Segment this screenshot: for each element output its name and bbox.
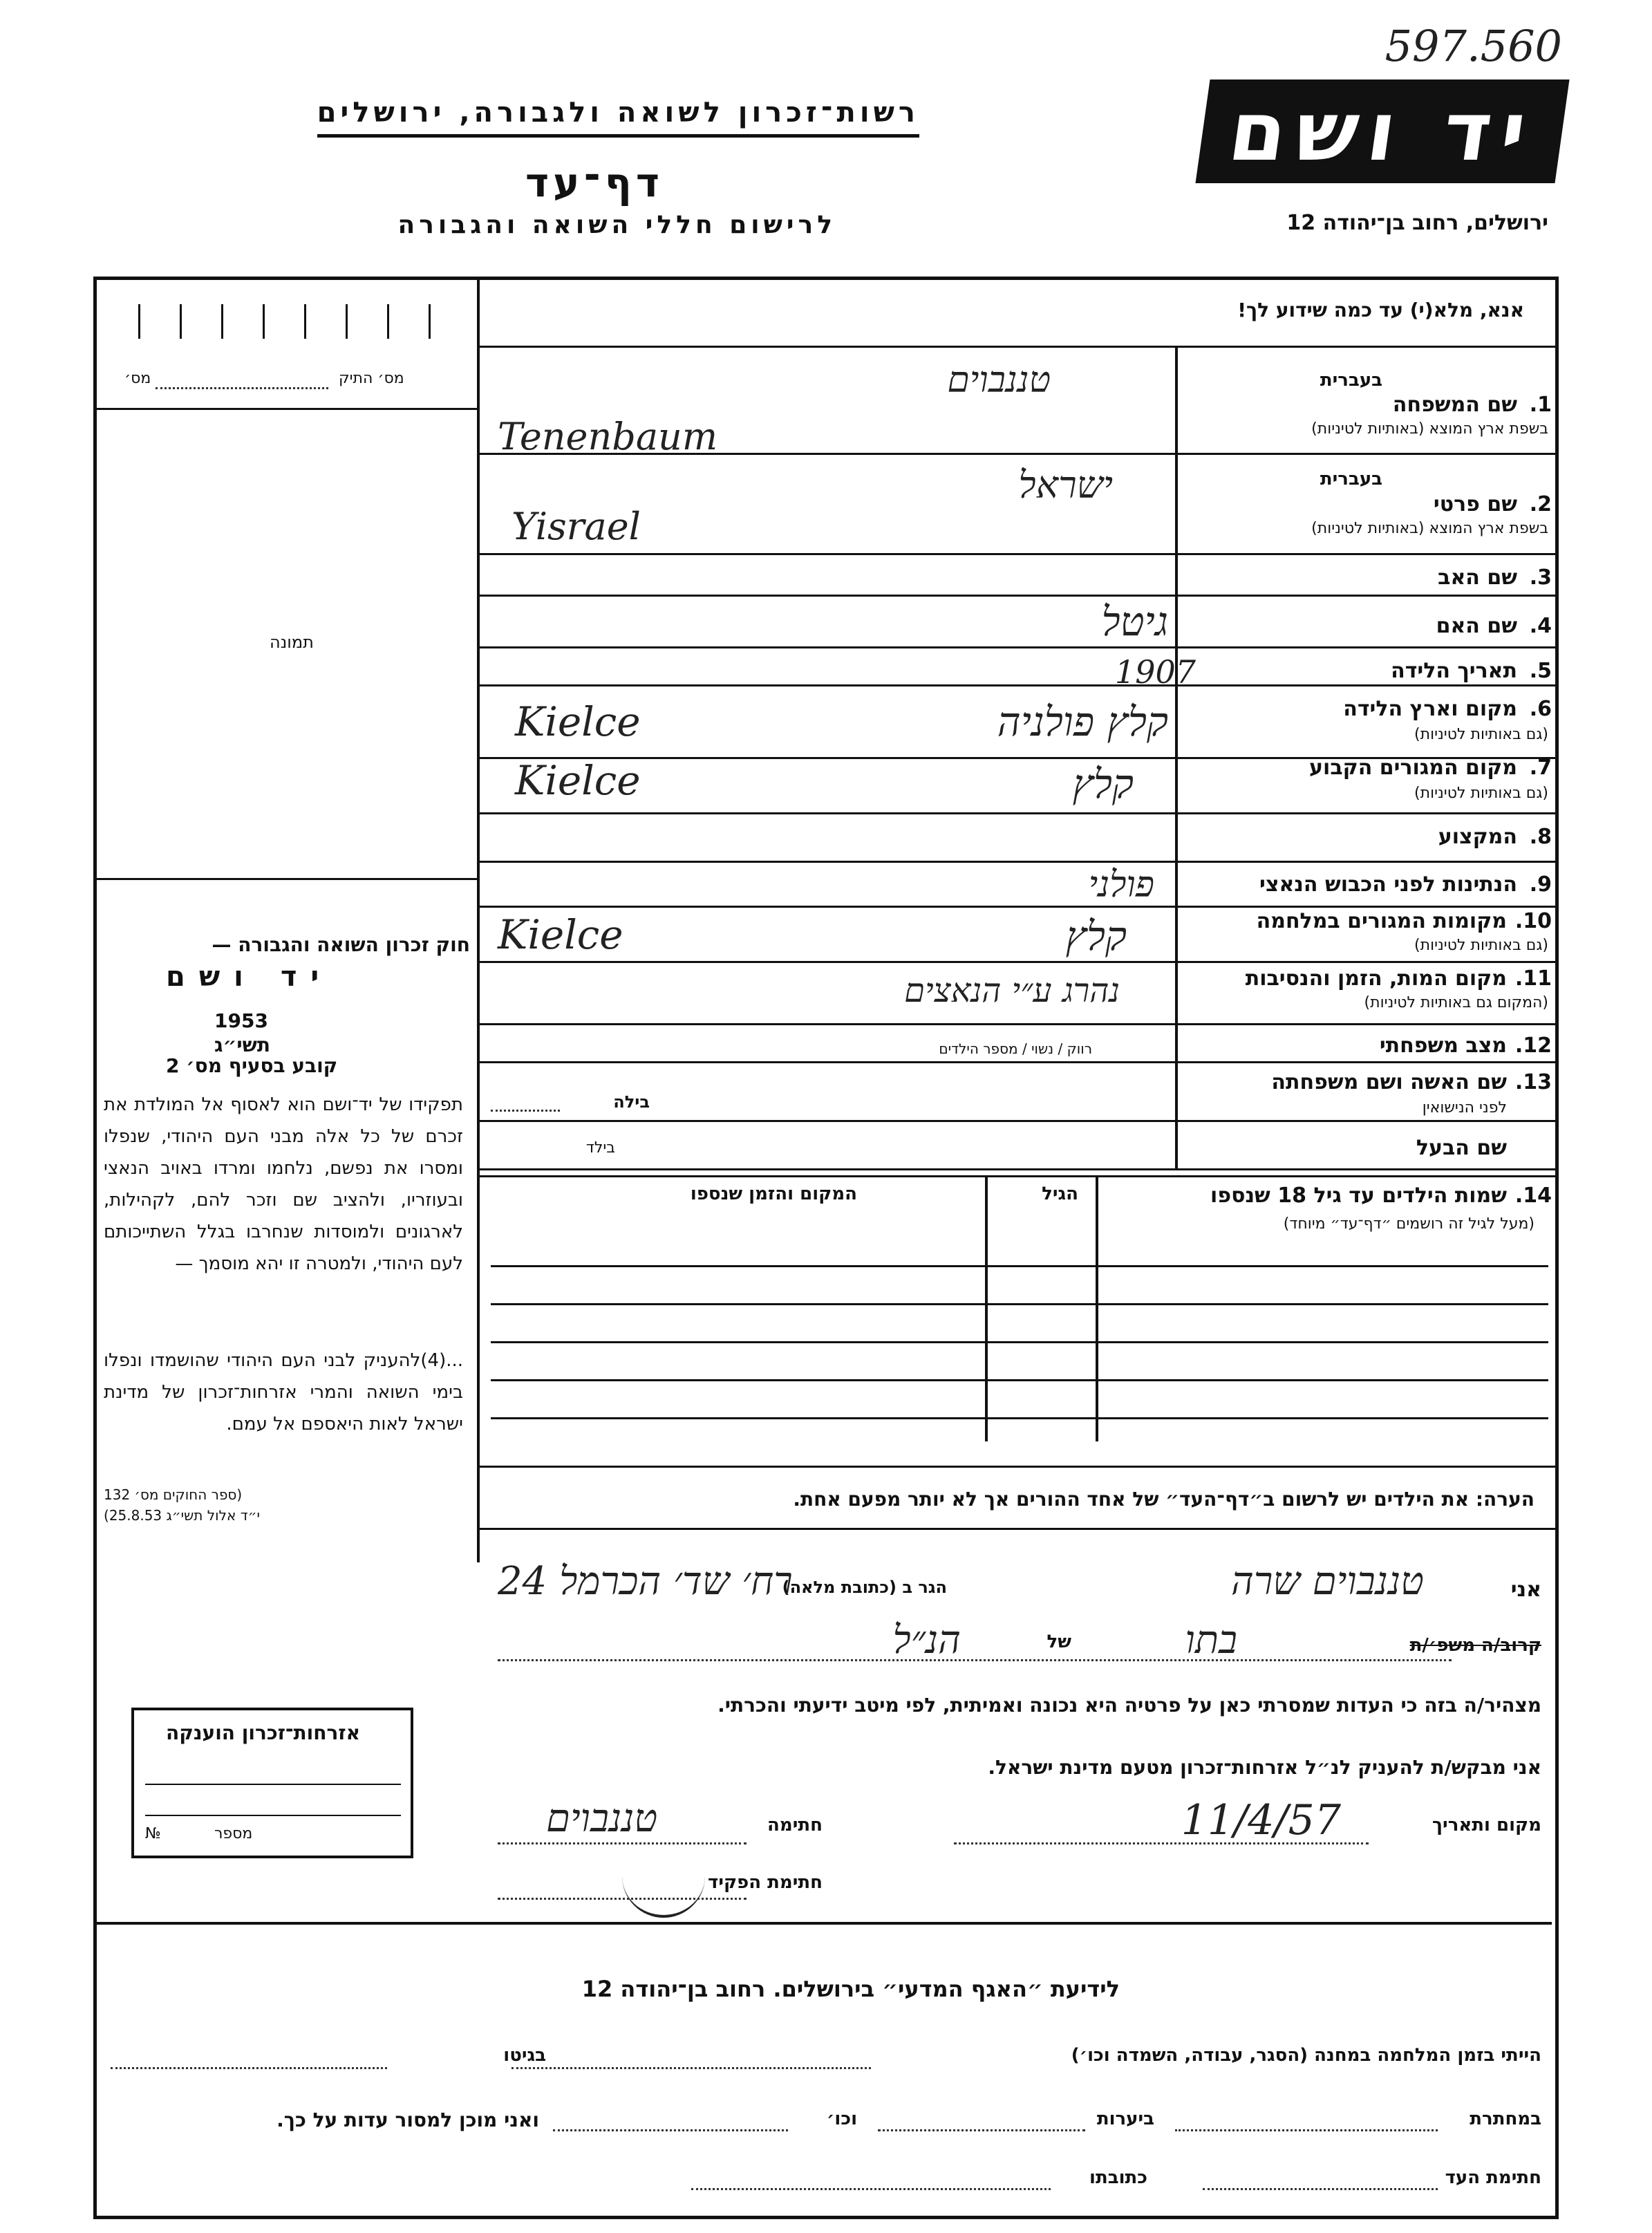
- law-text-2: ...(4)להעניק לבני העם היהודי שהושמדו ונפלו בימי השואה והמרי אזרחות־זכרון של מדינת ישראל לאות היאספם אל עמם.: [104, 1350, 463, 1435]
- field-11-sub: (המקום גם באותיות לטיניות): [1364, 994, 1548, 1011]
- field-12-options: רווק / נשוי / מספר הילדים: [939, 1040, 1092, 1057]
- law-title: חוק זכרון השואה והגבורה —: [212, 933, 470, 956]
- declaration-address-label: הגר ב (כתובת מלאה): [782, 1578, 947, 1597]
- form-title: דף־עד: [525, 159, 664, 206]
- field-13-label: שם האשה ושם משפחתה: [1271, 1070, 1507, 1094]
- citizenship-number-label: מספר: [214, 1825, 253, 1842]
- children-sub: (מעל לגיל זה רושמים ״דף־עד״ מיוחד): [1283, 1215, 1534, 1233]
- field-3-label: שם האב: [1438, 566, 1517, 590]
- law-clause: קובע בסעיף מס׳ 2: [166, 1054, 338, 1077]
- photo-area[interactable]: [111, 415, 463, 871]
- declaration-statement: מצהיר/ה בזה כי העדות שמסרתי כאן על פרטיה היא נכונה ואמיתית, לפי מיטב ידיעתי והכרתי.: [717, 1694, 1541, 1717]
- left-column-divider: [477, 277, 480, 1562]
- husband-label: שם הבעל: [1416, 1136, 1507, 1160]
- law-date: י״ד אלול תשי״ג 25.8.53): [104, 1507, 260, 1524]
- children-row-line: [491, 1303, 1548, 1305]
- footer-address-field[interactable]: [691, 2188, 1051, 2190]
- row-sep: [477, 961, 1555, 963]
- children-label: שמות הילדים עד גיל 18 שנספו: [1210, 1184, 1507, 1208]
- field-13-field[interactable]: [491, 1110, 560, 1112]
- field-5-value[interactable]: 1907: [1114, 653, 1196, 691]
- children-place-header: המקום והזמן שנספו: [690, 1184, 857, 1204]
- signature-value[interactable]: טננבוים: [546, 1796, 658, 1841]
- relation-line: [498, 1659, 1452, 1661]
- place-date-label: מקום ותאריך: [1432, 1815, 1541, 1835]
- children-row-line: [491, 1265, 1548, 1267]
- field-10-value-hebrew[interactable]: קלץ: [1065, 913, 1127, 960]
- field-7-label: מקום המגורים הקבוע: [1309, 756, 1517, 780]
- field-13-number: 13.: [1514, 1070, 1552, 1094]
- law-year: תשי״ג: [214, 1034, 270, 1056]
- field-11-number: 11.: [1514, 966, 1552, 991]
- declaration-address-value[interactable]: רח׳ שד׳ הכרמל 24: [498, 1559, 793, 1604]
- row-sep: [477, 1168, 1555, 1170]
- citizenship-line: [145, 1784, 401, 1785]
- footer-etc-field[interactable]: [553, 2129, 788, 2131]
- field-2-sub: בשפת ארץ המוצא (באותיות לטיניות): [1311, 520, 1548, 537]
- form-subtitle: לרישום חללי השואה והגבורה: [397, 211, 836, 239]
- field-1-value-hebrew[interactable]: טננבוים: [947, 359, 1051, 401]
- field-6-sub: (גם באותיות לטיניות): [1414, 726, 1548, 743]
- authority-name: רשות־זכרון לשואה ולגבורה, ירושלים: [317, 97, 919, 138]
- field-7-sub: (גם באותיות לטיניות): [1414, 785, 1548, 802]
- row-sep: [477, 1023, 1555, 1025]
- relation-label: קרוב/ה משפ׳/ת: [1409, 1635, 1541, 1656]
- file-number-field[interactable]: [156, 387, 328, 389]
- children-note: הערה: את הילדים יש לרשום ב״דף־העד״ של אחד ההורים אך לא יותר מפעם אחת.: [793, 1488, 1534, 1511]
- field-11-label: מקום המות, הזמן והנסיבות: [1245, 966, 1507, 991]
- field-10-value-latin[interactable]: Kielce: [498, 911, 623, 958]
- law-text: תפקידו של יד־ושם הוא לאסוף אל המולדת את זכרם של כל אלה מבני העם היהודי, שנפלו ומסרו את נפשם, נלחמו ומרדו באויב הנאצי ובעוזריו, ולהציב שם וזכר להם, לקהילות, לארגונים ולמוסדות שנחרבו בגלל השתייכותם לעם היהודי, ולמטרה זו יהא מוסמך —: [104, 1094, 463, 1274]
- file-number-label: מס׳ התיק: [339, 370, 404, 387]
- field-6-number: 6.: [1529, 697, 1552, 721]
- field-6-label: מקום וארץ הלידה: [1343, 697, 1517, 721]
- footer-divider: [93, 1922, 1552, 1925]
- instruction-divider: [477, 346, 1555, 348]
- photo-label: תמונה: [270, 633, 314, 652]
- children-row-line: [491, 1341, 1548, 1343]
- field-6-value-latin[interactable]: Kielce: [515, 698, 641, 745]
- row-sep: [477, 595, 1555, 597]
- relation-value[interactable]: בתו: [1185, 1618, 1237, 1663]
- children-table-top: [477, 1175, 1555, 1177]
- declaration-request: אני מבקש/ת להעניק לנ״ל אזרחות־זכרון מטעם מדינת ישראל.: [988, 1756, 1541, 1779]
- footer-ghetto-field[interactable]: [111, 2067, 387, 2069]
- place-date-value[interactable]: 11/4/57: [1181, 1796, 1341, 1844]
- row-sep: [477, 861, 1555, 863]
- field-1-value-latin[interactable]: Tenenbaum: [498, 415, 718, 458]
- field-13-sub: לפני הנישואין: [1422, 1099, 1507, 1116]
- declaration-i-value[interactable]: טננבוים שרה: [1231, 1559, 1424, 1604]
- row-sep: [477, 684, 1555, 686]
- children-number: 14.: [1514, 1184, 1552, 1208]
- field-12-number: 12.: [1514, 1034, 1552, 1058]
- file-number-ticks: [138, 304, 442, 342]
- field-4-value[interactable]: גיטל: [1101, 598, 1168, 645]
- children-row-line: [491, 1379, 1548, 1381]
- photo-top-line: [97, 408, 477, 410]
- field-5-number: 5.: [1529, 659, 1552, 683]
- field-6-value-hebrew[interactable]: קלץ פולניה: [997, 698, 1168, 745]
- field-7-value-hebrew[interactable]: קלץ: [1072, 760, 1134, 807]
- field-9-label: הנתינות לפני הכבוש הנאצי: [1259, 872, 1517, 897]
- declaration-i-label: אני: [1510, 1578, 1541, 1602]
- field-7-value-latin[interactable]: Kielce: [515, 757, 641, 804]
- field-5-label: תאריך הלידה: [1391, 659, 1517, 683]
- instruction: אנא, מלא(י) עד כמה שידוע לך!: [1237, 299, 1524, 321]
- field-9-value[interactable]: פולני: [1088, 864, 1154, 906]
- footer-title: לידיעת ״האגף המדעי״ בירושלים. רחוב בן־יהודה 12: [581, 1976, 1120, 2002]
- field-2-value-hebrew[interactable]: ישראל: [1018, 463, 1113, 507]
- footer-line2-d: ואני מוכן למסור עדות על כך.: [276, 2109, 539, 2131]
- address: ירושלים, רחוב בן־יהודה 12: [1286, 211, 1548, 235]
- of-label: של: [1046, 1632, 1071, 1652]
- field-7-number: 7.: [1529, 756, 1552, 780]
- field-2-number: 2.: [1529, 492, 1552, 516]
- yad-vashem-logo: יד ושם: [1195, 80, 1569, 183]
- field-10-label: מקומות המגורים במלחמה: [1256, 909, 1507, 933]
- field-1-sub: בשפת ארץ המוצא (באותיות לטיניות): [1311, 420, 1548, 438]
- archive-number: 597.560: [1385, 21, 1562, 71]
- place-date-line: [954, 1842, 1369, 1844]
- of-value[interactable]: הנ״ל: [892, 1618, 961, 1663]
- field-1-number: 1.: [1529, 393, 1552, 417]
- field-4-label: שם האם: [1436, 614, 1517, 638]
- signature-label: חתימה: [767, 1815, 823, 1835]
- footer-camp-field[interactable]: [511, 2067, 871, 2069]
- signature-line: [498, 1842, 747, 1844]
- law-reference: (ספר החוקים מס׳ 132: [104, 1486, 243, 1503]
- file-number-mark: מס׳: [124, 370, 151, 387]
- official-signature-line: [498, 1898, 747, 1900]
- footer-line2-a: במחתרת: [1470, 2109, 1541, 2129]
- row-sep: [477, 646, 1555, 648]
- law-name: יד ושם: [166, 961, 333, 993]
- field-1-hebrew-tag: בעברית: [1320, 370, 1382, 391]
- footer-line3-a: חתימת העד: [1445, 2167, 1541, 2188]
- field-10-number: 10.: [1514, 909, 1552, 933]
- children-row-line: [491, 1417, 1548, 1419]
- photo-bottom-line: [97, 878, 477, 880]
- field-1-label: שם המשפחה: [1392, 393, 1517, 417]
- row-sep: [477, 1061, 1555, 1063]
- row-sep: [477, 1120, 1555, 1122]
- field-2-label: שם פרטי: [1433, 492, 1517, 516]
- footer-underground-field[interactable]: [1175, 2129, 1438, 2131]
- field-8-number: 8.: [1529, 825, 1552, 849]
- husband-tag: בילד: [585, 1139, 615, 1157]
- citizenship-title: אזרחות־זכרון הוענקה: [166, 1721, 360, 1744]
- field-4-number: 4.: [1529, 614, 1552, 638]
- field-3-number: 3.: [1529, 566, 1552, 590]
- children-col-divider: [1096, 1175, 1098, 1441]
- footer-forest-field[interactable]: [878, 2129, 1085, 2131]
- row-sep: [477, 553, 1555, 555]
- children-col-divider: [985, 1175, 988, 1441]
- field-10-sub: (גם באותיות לטיניות): [1414, 937, 1548, 954]
- footer-line2-b: ביערות: [1096, 2109, 1154, 2129]
- children-age-header: הגיל: [1042, 1184, 1078, 1204]
- field-8-label: המקצוע: [1438, 825, 1517, 849]
- footer-line2-c: וכו׳: [826, 2109, 857, 2129]
- field-12-label: מצב משפחתי: [1379, 1034, 1507, 1058]
- row-sep: [477, 906, 1555, 908]
- footer-line1-a: הייתי בזמן המלחמה במחנה (הסגר, עבודה, השמדה וכו׳): [1071, 2045, 1541, 2066]
- field-9-number: 9.: [1529, 872, 1552, 897]
- footer-line1-b: בגיטו: [503, 2045, 546, 2066]
- law-year-num: 1953: [214, 1009, 268, 1032]
- official-signature-label: חתימת הפקיד: [708, 1872, 823, 1893]
- citizenship-line: [145, 1815, 401, 1816]
- field-2-hebrew-tag: בעברית: [1320, 469, 1382, 489]
- footer-line3-b: כתובתו: [1089, 2167, 1147, 2188]
- citizenship-no-mark: №: [145, 1825, 161, 1842]
- children-table-bottom: [477, 1466, 1555, 1468]
- footer-witness-signature-field[interactable]: [1203, 2188, 1438, 2190]
- field-13-tag: בילה: [613, 1092, 650, 1112]
- row-sep: [477, 812, 1555, 814]
- field-11-value[interactable]: נהרג ע״י הנאצים: [904, 971, 1120, 1010]
- field-2-value-latin[interactable]: Yisrael: [511, 505, 641, 548]
- note-bottom: [477, 1528, 1555, 1530]
